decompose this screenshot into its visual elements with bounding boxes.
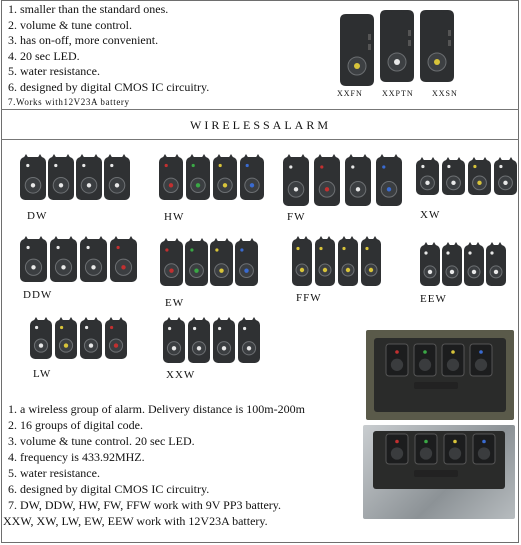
alarm-group-ffw-image	[290, 234, 383, 288]
alarm-unit	[235, 238, 258, 286]
alarm-unit	[376, 154, 402, 206]
case-alarm-led	[453, 440, 457, 444]
alarm-unit	[464, 242, 484, 286]
bottom-feature-7: 7. DW, DDW, HW, FW, FFW work with 9V PP3 battery.	[8, 498, 282, 512]
alarm-unit	[213, 154, 237, 200]
alarm-unit	[20, 236, 47, 282]
alarm-xxsn-image	[420, 10, 454, 82]
alarm-unit	[292, 236, 312, 286]
alarm-unit	[315, 236, 335, 286]
model-label-xxptn: XXPTN	[382, 89, 414, 98]
group-label-ffw: FFW	[296, 292, 322, 304]
alarm-unit	[50, 236, 77, 282]
bottom-feature-2: 2. 16 groups of digital code.	[8, 418, 143, 432]
alarm-group-ew-image	[158, 236, 260, 288]
receiver-unit	[414, 470, 458, 477]
alarm-unit	[105, 317, 127, 359]
alarm-group-ddw-image	[18, 234, 139, 284]
group-label-dw: DW	[27, 210, 48, 222]
case-alarm-knob	[419, 359, 431, 371]
bottom-feature-list	[3, 401, 305, 529]
alarm-group-eew-image	[418, 240, 508, 288]
case-alarm-led	[395, 350, 399, 354]
alarm-unit	[48, 154, 74, 200]
bottom-feature-8: XXW, XW, LW, EW, EEW work with 12V23A battery.	[3, 514, 268, 528]
alarm-group-xw-image	[414, 155, 519, 197]
alarm-unit	[420, 242, 440, 286]
case-alarm-led	[479, 350, 483, 354]
alarm-unit	[486, 242, 506, 286]
alarm-unit	[163, 317, 185, 363]
alarm-unit	[338, 236, 358, 286]
group-label-eew: EEW	[420, 293, 447, 305]
group-label-ew: EW	[165, 297, 185, 309]
group-label-fw: FW	[287, 211, 306, 223]
alarm-unit	[185, 238, 208, 286]
alarm-group-hw-image	[157, 152, 266, 202]
case-contents	[366, 330, 516, 520]
group-label-lw: LW	[33, 368, 52, 380]
alarm-unit	[186, 154, 210, 200]
top-feature-1: 1. smaller than the standard ones.	[8, 2, 169, 16]
bottom-feature-6: 6. designed by digital CMOS IC circuitry.	[8, 482, 210, 496]
group-label-hw: HW	[164, 211, 185, 223]
case-alarm-led	[395, 440, 399, 444]
bottom-feature-1: 1. a wireless group of alarm. Delivery distance is 100m-200m	[8, 402, 305, 416]
case-alarm-led	[482, 440, 486, 444]
top-feature-5: 5. water resistance.	[8, 64, 100, 78]
case-alarm-knob	[478, 447, 490, 459]
top-product-image	[330, 6, 460, 94]
case-alarm-knob	[420, 447, 432, 459]
case-alarm-knob	[447, 359, 459, 371]
alarm-xxfn-image	[340, 14, 374, 86]
alarm-unit	[104, 154, 130, 200]
case-alarm-led	[424, 440, 428, 444]
alarm-unit	[238, 317, 260, 363]
alarm-unit	[213, 317, 235, 363]
alarm-xxptn-image	[380, 10, 414, 82]
alarm-unit	[55, 317, 77, 359]
alarm-group-xxw-image	[161, 315, 262, 365]
alarm-unit	[80, 317, 102, 359]
bottom-feature-4: 4. frequency is 433.92MHZ.	[8, 450, 145, 464]
divider-title	[1, 139, 519, 140]
alarm-group-fw-image	[281, 152, 404, 208]
alarm-unit	[110, 236, 137, 282]
alarm-unit	[361, 236, 381, 286]
bottom-feature-3: 3. volume & tune control. 20 sec LED.	[8, 434, 195, 448]
alarm-unit	[80, 236, 107, 282]
bottom-feature-5: 5. water resistance.	[8, 466, 100, 480]
case-alarm-knob	[391, 447, 403, 459]
top-feature-3: 3. has on-off, more convenient.	[8, 33, 159, 47]
case-alarm-led	[423, 350, 427, 354]
alarm-unit	[240, 154, 264, 200]
section-title: WIRELESSALARM	[190, 118, 331, 132]
group-label-xxw: XXW	[166, 369, 196, 381]
alarm-unit	[210, 238, 233, 286]
alarm-unit	[160, 238, 183, 286]
top-feature-2: 2. volume & tune control.	[8, 17, 132, 32]
alarm-unit	[468, 157, 491, 195]
alarm-unit	[442, 242, 462, 286]
alarm-unit	[494, 157, 517, 195]
alarm-unit	[314, 154, 340, 206]
divider-top	[1, 109, 519, 110]
top-feature-list	[8, 2, 209, 111]
alarm-group-lw-image	[28, 315, 129, 361]
alarm-unit	[416, 157, 439, 195]
alarm-unit	[30, 317, 52, 359]
receiver-unit	[414, 382, 458, 389]
group-label-ddw: DDW	[23, 289, 53, 301]
case-alarm-knob	[391, 359, 403, 371]
alarm-unit	[442, 157, 465, 195]
top-feature-4: 4. 20 sec LED.	[8, 48, 80, 63]
alarm-unit	[76, 154, 102, 200]
top-feature-6: 6. designed by digital CMOS IC circuitry.	[8, 79, 210, 94]
case-alarm-knob	[475, 359, 487, 371]
alarm-unit	[283, 154, 309, 206]
alarm-group-dw-image	[18, 152, 132, 202]
group-label-xw: XW	[420, 209, 441, 221]
alarm-unit	[20, 154, 46, 200]
alarm-unit	[159, 154, 183, 200]
case-alarm-led	[451, 350, 455, 354]
case-alarm-knob	[449, 447, 461, 459]
alarm-unit	[188, 317, 210, 363]
top-feature-7: 7.Works with12V23A battery	[8, 97, 130, 107]
model-label-xxsn: XXSN	[432, 89, 458, 98]
alarm-unit	[345, 154, 371, 206]
model-label-xxfn: XXFN	[337, 89, 363, 98]
